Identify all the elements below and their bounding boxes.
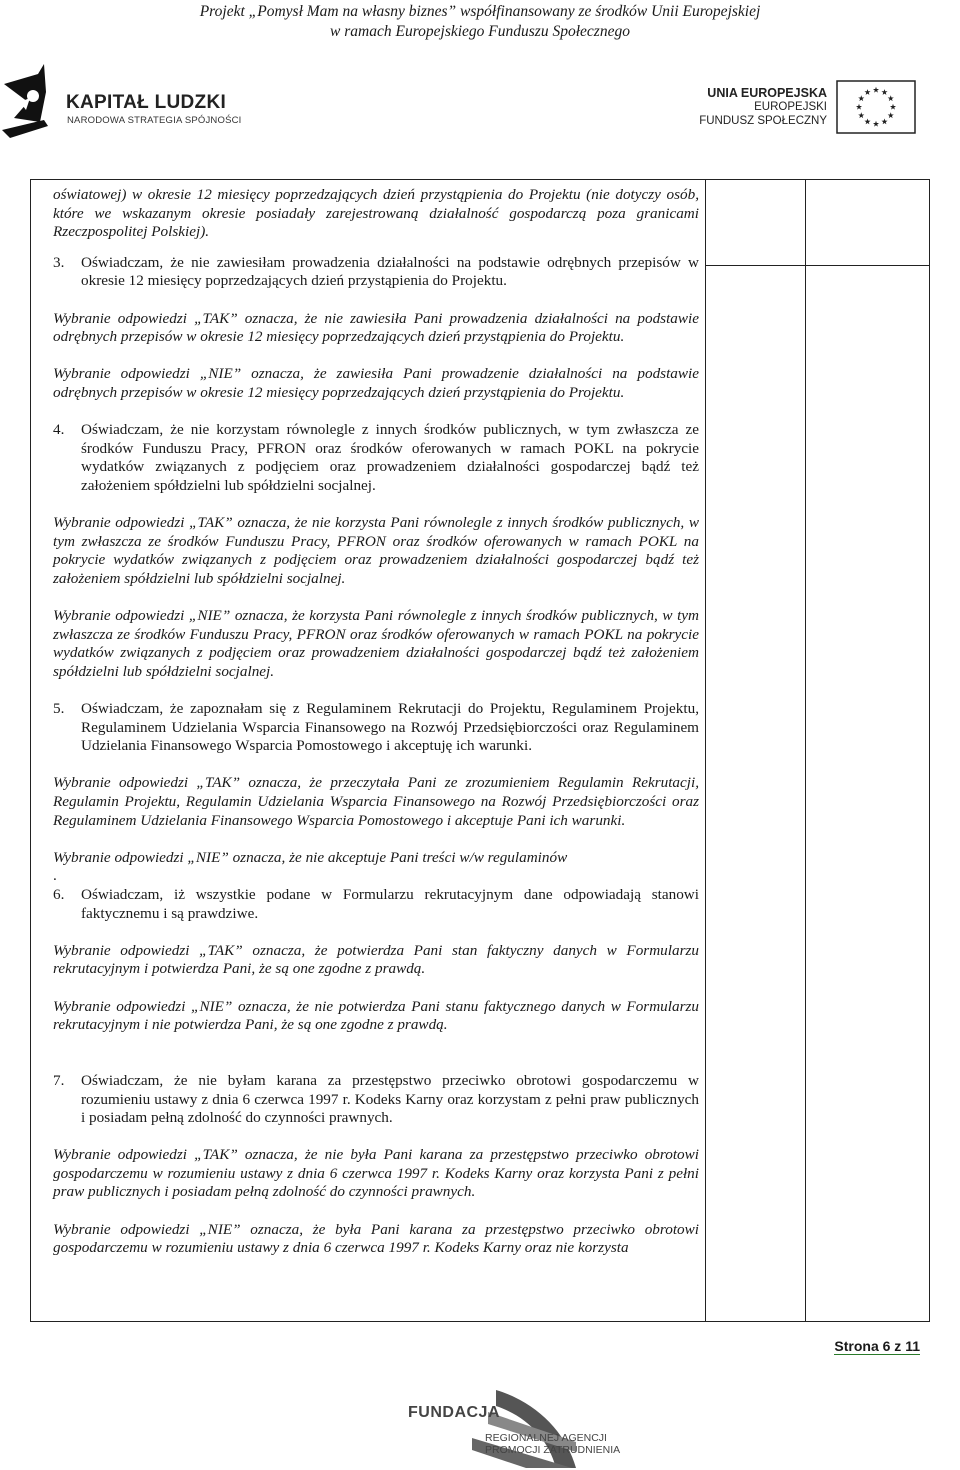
header-line-2: w ramach Europejskiego Funduszu Społecznego: [330, 23, 630, 40]
intro-paragraph: oświatowej) w okresie 12 miesięcy poprzedzających dzień przystąpienia do Projektu (nie dotyczy osób, które we wskazanym okresie posiadały zarejestrowaną działalność gospodarczą poza granicami Rzeczpospolitej Polskiej).: [53, 186, 699, 241]
statement-item-3: [53, 254, 699, 291]
kapital-ludzki-title: KAPITAŁ LUDZKI: [66, 92, 227, 113]
eu-label-line-2: EUROPEJSKI: [754, 101, 827, 113]
item-text: Oświadczam, że zapoznałam się z Regulaminem Rekrutacji do Projektu, Regulaminem Projektu, Regulaminem Udzielania Wsparcia Finansowego na Rozwój Przedsiębiorczości oraz Regulaminem Udzielania Finansowego Wsparcia Pomostowego i akceptuję ich warunki.: [81, 700, 699, 755]
answer-tak-3: Wybranie odpowiedzi „TAK” oznacza, że nie zawiesiła Pani prowadzenia działalności na podstawie odrębnych przepisów w okresie 12 miesięcy poprzedzających dzień przystąpienia do Projektu.: [53, 309, 699, 346]
eu-label: [699, 86, 827, 128]
answer-nie-6: Wybranie odpowiedzi „NIE” oznacza, że nie potwierdza Pani stanu faktycznego danych w Formularzu rekrutacyjnym i nie potwierdza Pani, że są one zgodne z prawdą.: [53, 997, 699, 1034]
table-column-divider: [705, 180, 706, 1321]
item-number: 5.: [53, 700, 65, 718]
item-number: 4.: [53, 421, 65, 439]
item-text: Oświadczam, że nie korzystam równolegle z innych środków publicznych, w tym zwłaszcza ze środków Funduszu Pracy, PFRON oraz środków oferowanych w ramach POKL na pokrycie wydatków związanych z podjęciem oraz prowadzeniem działalności gospodarczej bądź też założeniem spółdzielni lub spółdzielni socjalnej.: [81, 421, 699, 494]
item-text: Oświadczam, że nie zawiesiłam prowadzenia działalności na podstawie odrębnych przepisów w okresie 12 miesięcy poprzedzających dzień przystąpienia do Projektu.: [81, 253, 699, 290]
fundacja-title: FUNDACJA: [408, 1404, 500, 1421]
statement-item-6: [53, 886, 699, 923]
answer-nie-3: Wybranie odpowiedzi „NIE” oznacza, że zawiesiła Pani prowadzenie działalności na podstawie odrębnych przepisów w okresie 12 miesięcy poprzedzających dzień przystąpienia do Projektu.: [53, 365, 699, 401]
eu-flag-icon: [836, 80, 916, 134]
answer-tak-6: Wybranie odpowiedzi „TAK” oznacza, że potwierdza Pani stan faktyczny danych w Formularzu rekrutacyjnym i potwierdza Pani, że są one zgodne z prawdą.: [53, 941, 699, 978]
item-number: 3.: [53, 253, 65, 271]
fundacja-subtitle: [485, 1432, 620, 1456]
answer-nie-4: Wybranie odpowiedzi „NIE” oznacza, że korzysta Pani równolegle z innych środków publicznych, w tym zwłaszcza ze środków Funduszu Pracy, PFRON oraz środków oferowanych w ramach POKL na pokrycie wydatków związanych z podjęciem oraz prowadzeniem działalności gospodarczej bądź też założeniem spółdzielni lub spółdzielni socjalnej.: [53, 607, 699, 680]
stray-period: .: [53, 867, 57, 885]
statement-item-5: [53, 700, 699, 756]
fundacja-subtitle-line-1: REGIONALNEJ AGENCJI: [485, 1432, 607, 1444]
page-header: [0, 0, 960, 42]
page-number: Strona 6 z 11: [834, 1338, 920, 1354]
fundacja-logo-icon: [376, 1382, 616, 1470]
item-number: 7.: [53, 1071, 65, 1089]
answer-nie-7: Wybranie odpowiedzi „NIE” oznacza, że była Pani karana za przestępstwo przeciwko obrotowi gospodarczemu w rozumieniu ustawy z dnia 6 czerwca 1997 r. Kodeks Karny oraz nie korzysta: [53, 1220, 699, 1257]
answer-tak-7: Wybranie odpowiedzi „TAK” oznacza, że nie była Pani karana za przestępstwo przeciwko obrotowi gospodarczemu w rozumieniu ustawy z dnia 6 czerwca 1997 r. Kodeks Karny oraz korzysta Pani z pełni praw publicznych i posiadam pełną zdolność do czynności prawnych.: [53, 1146, 699, 1201]
answer-nie-5: Wybranie odpowiedzi „NIE” oznacza, że nie akceptuje Pani treści w/w regulaminów: [53, 848, 568, 866]
statement-table: [30, 179, 930, 1322]
kapital-ludzki-subtitle: NARODOWA STRATEGIA SPÓJNOŚCI: [67, 115, 242, 126]
eu-label-line-3: FUNDUSZ SPOŁECZNY: [699, 115, 827, 127]
item-text: Oświadczam, iż wszystkie podane w Formularzu rekrutacyjnym dane odpowiadają stanowi faktycznemu i są prawdziwe.: [81, 885, 699, 922]
table-row-divider: [705, 265, 929, 266]
table-column-divider: [805, 180, 806, 1321]
item-text: Oświadczam, że nie byłam karana za przestępstwo przeciwko obrotowi gospodarczemu w rozumieniu ustawy z dnia 6 czerwca 1997 r. Kodeks Karny oraz korzystam z pełni praw publicznych i posiadam pełną zdolność do czynności prawnych.: [81, 1071, 699, 1127]
eu-label-line-1: UNIA EUROPEJSKA: [707, 86, 827, 100]
answer-tak-4: Wybranie odpowiedzi „TAK” oznacza, że nie korzysta Pani równolegle z innych środków publicznych, w tym zwłaszcza ze środków Funduszu Pracy, PFRON oraz środków oferowanych w ramach POKL na pokrycie wydatków związanych z podjęciem oraz prowadzeniem działalności gospodarczej bądź też założeniem spółdzielni lub spółdzielni socjalnej.: [53, 514, 699, 587]
statement-content: [53, 186, 699, 1258]
item-number: 6.: [53, 885, 65, 903]
header-line-1: Projekt „Pomysł Mam na własny biznes” współfinansowany ze środków Unii Europejskiej: [199, 3, 761, 20]
statement-item-4: [53, 421, 699, 495]
answer-tak-5: Wybranie odpowiedzi „TAK” oznacza, że przeczytała Pani ze zrozumieniem Regulamin Rekrutacji, Regulamin Projektu, Regulamin Udzielania Wsparcia Finansowego na Rozwój Przedsiębiorczości oraz Regulaminem Udzielania Finansowego Wsparcia Pomostowego i akceptuje Pani ich warunki.: [53, 774, 699, 829]
fundacja-subtitle-line-2: PROMOCJI ZATRUDNIENIA: [485, 1444, 621, 1456]
statement-item-7: [53, 1072, 699, 1128]
